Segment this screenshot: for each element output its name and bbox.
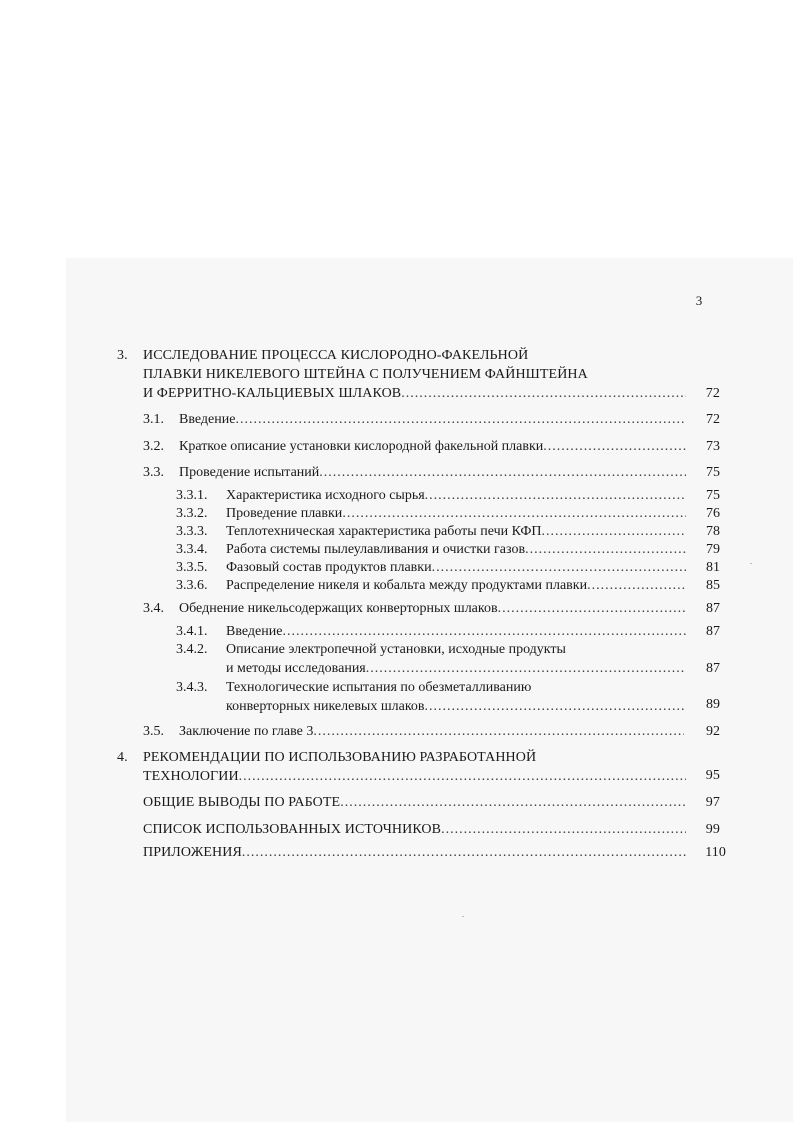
- toc-leader-row: [226, 540, 686, 559]
- toc-page-number: 79: [706, 542, 720, 557]
- toc-number: 3.4.3.: [176, 680, 208, 695]
- toc-title-line-2: и методы исследования: [226, 661, 366, 676]
- toc-title: Распределение никеля и кобальта между продуктами плавки: [226, 578, 588, 593]
- toc-title: Введение: [226, 624, 283, 639]
- toc-page-number: 73: [706, 439, 720, 454]
- toc-page-number: 76: [706, 506, 720, 521]
- toc-leader-row: [226, 659, 686, 678]
- toc-page-number: 95: [705, 768, 720, 783]
- scan-speck: [462, 916, 464, 917]
- toc-title: Работа системы пылеулавливания и очистки газов: [226, 542, 526, 557]
- dot-leader: [313, 722, 684, 741]
- toc-number: 3.4.1.: [176, 624, 208, 639]
- toc-leader-row: [179, 437, 686, 456]
- scan-speck: [750, 563, 752, 564]
- toc-entry-appendices[interactable]: [0, 843, 793, 862]
- toc-leader-row: [179, 410, 686, 429]
- toc-entry-chapter-4[interactable]: [0, 748, 793, 786]
- toc-number: 3.3.2.: [176, 506, 208, 521]
- toc-page-number: 87: [706, 601, 720, 616]
- toc-title: Проведение плавки: [226, 506, 343, 521]
- toc-page-number: 72: [705, 386, 720, 401]
- toc-title-line-2: конверторных никелевых шлаков: [226, 699, 425, 714]
- toc-leader-row: [226, 622, 686, 641]
- toc-title-line-1: ИССЛЕДОВАНИЕ ПРОЦЕССА КИСЛОРОДНО-ФАКЕЛЬНОЙ: [143, 348, 529, 363]
- toc-number: 3.4.2.: [176, 642, 208, 657]
- toc-page-number: 78: [706, 524, 720, 539]
- toc-number: 3.: [117, 348, 128, 363]
- toc-entry-conclusions[interactable]: [0, 793, 793, 812]
- toc-number: 3.3.3.: [176, 524, 208, 539]
- toc-page-number: 75: [706, 488, 720, 503]
- toc-entry-3-3-2[interactable]: [0, 504, 793, 523]
- toc-leader-row: [226, 576, 686, 595]
- toc-entry-3-1[interactable]: [0, 410, 793, 429]
- toc-title: Фазовый состав продуктов плавки: [226, 560, 432, 575]
- toc-title: СПИСОК ИСПОЛЬЗОВАННЫХ ИСТОЧНИКОВ: [143, 822, 442, 837]
- toc-entry-3-4[interactable]: [0, 599, 793, 618]
- toc-leader-row: [143, 767, 686, 786]
- dot-leader: [401, 384, 686, 403]
- dot-leader: [525, 540, 686, 559]
- toc-title: Обеднение никельсодержащих конверторных шлаков: [179, 601, 498, 616]
- toc-page-number: 89: [706, 697, 720, 712]
- dot-leader: [235, 410, 686, 429]
- toc-title: ПРИЛОЖЕНИЯ: [143, 845, 242, 860]
- toc-leader-row: [226, 486, 686, 505]
- toc-page-number: 110: [705, 845, 726, 860]
- toc-page-number: 87: [706, 661, 720, 676]
- toc-number: 3.5.: [143, 724, 164, 739]
- dot-leader: [587, 576, 686, 595]
- toc-number: 3.3.1.: [176, 488, 208, 503]
- toc-title-line-2: ТЕХНОЛОГИИ: [143, 769, 239, 784]
- toc-leader-row: [179, 463, 686, 482]
- toc-number: 3.1.: [143, 412, 164, 427]
- toc-entry-3-3[interactable]: [0, 463, 793, 482]
- dot-leader: [366, 659, 686, 678]
- toc-title-line-1: Описание электропечной установки, исходные продукты: [226, 642, 566, 657]
- dot-leader: [342, 504, 686, 523]
- toc-entry-3-3-4[interactable]: [0, 540, 793, 559]
- toc-entry-3-3-1[interactable]: [0, 486, 793, 505]
- toc-entry-3-3-5[interactable]: [0, 558, 793, 577]
- toc-number: 4.: [117, 750, 128, 765]
- dot-leader: [498, 599, 686, 618]
- toc-page-number: 97: [705, 795, 720, 810]
- dot-leader: [441, 820, 686, 839]
- toc-number: 3.3.4.: [176, 542, 208, 557]
- toc-number: 3.2.: [143, 439, 164, 454]
- toc-leader-row: [179, 722, 684, 741]
- dot-leader: [425, 486, 686, 505]
- toc-title: Краткое описание установки кислородной факельной плавки: [179, 439, 544, 454]
- toc-title: ОБЩИЕ ВЫВОДЫ ПО РАБОТЕ: [143, 795, 341, 810]
- toc-entry-3-4-2[interactable]: [0, 640, 793, 678]
- toc-title: Проведение испытаний: [179, 465, 320, 480]
- toc-title-line-2: ПЛАВКИ НИКЕЛЕВОГО ШТЕЙНА С ПОЛУЧЕНИЕМ ФАЙНШТЕЙНА: [143, 367, 588, 382]
- toc-leader-row: [143, 384, 686, 403]
- toc-leader-row: [143, 820, 686, 839]
- toc-page-number: 85: [706, 578, 720, 593]
- toc-entry-3-4-3[interactable]: [0, 678, 793, 716]
- toc-number: 3.3.5.: [176, 560, 208, 575]
- dot-leader: [282, 622, 686, 641]
- dot-leader: [242, 843, 686, 862]
- toc-entry-3-3-3[interactable]: [0, 522, 793, 541]
- toc-leader-row: [143, 843, 686, 862]
- toc-title-line-1: РЕКОМЕНДАЦИИ ПО ИСПОЛЬЗОВАНИЮ РАЗРАБОТАННОЙ: [143, 750, 537, 765]
- toc-page-number: 99: [705, 822, 720, 837]
- toc-title: Введение: [179, 412, 236, 427]
- toc-page-number: 81: [706, 560, 720, 575]
- toc-title: Теплотехническая характеристика работы печи КФП: [226, 524, 542, 539]
- toc-title: Характеристика исходного сырья: [226, 488, 425, 503]
- toc-page-number: 75: [706, 465, 720, 480]
- dot-leader: [543, 437, 686, 456]
- toc-title: Заключение по главе 3: [179, 724, 314, 739]
- toc-number: 3.3.6.: [176, 578, 208, 593]
- toc-leader-row: [179, 599, 686, 618]
- toc-title-line-1: Технологические испытания по обезметалливанию: [226, 680, 532, 695]
- dot-leader: [239, 767, 686, 786]
- page-number: 3: [695, 293, 703, 308]
- toc-entry-3-2[interactable]: [0, 437, 793, 456]
- toc-entry-3-5[interactable]: [0, 722, 793, 741]
- toc-number: 3.4.: [143, 601, 164, 616]
- toc-leader-row: [143, 793, 686, 812]
- toc-entry-3-4-1[interactable]: [0, 622, 793, 641]
- dot-leader: [319, 463, 686, 482]
- toc-leader-row: [226, 504, 686, 523]
- toc-number: 3.3.: [143, 465, 164, 480]
- toc-title-line-3: И ФЕРРИТНО-КАЛЬЦИЕВЫХ ШЛАКОВ: [143, 386, 402, 401]
- dot-leader: [340, 793, 686, 812]
- toc-entry-3-3-6[interactable]: [0, 576, 793, 595]
- toc-leader-row: [226, 522, 686, 541]
- toc-page-number: 72: [706, 412, 720, 427]
- dot-leader: [542, 522, 687, 541]
- toc-page-number: 87: [706, 624, 720, 639]
- toc-leader-row: [226, 697, 686, 716]
- toc-entry-references[interactable]: [0, 820, 793, 839]
- toc-entry-chapter-3[interactable]: [0, 346, 793, 406]
- toc-page-number: 92: [706, 724, 720, 739]
- dot-leader: [432, 558, 686, 577]
- dot-leader: [425, 697, 686, 716]
- toc-leader-row: [226, 558, 686, 577]
